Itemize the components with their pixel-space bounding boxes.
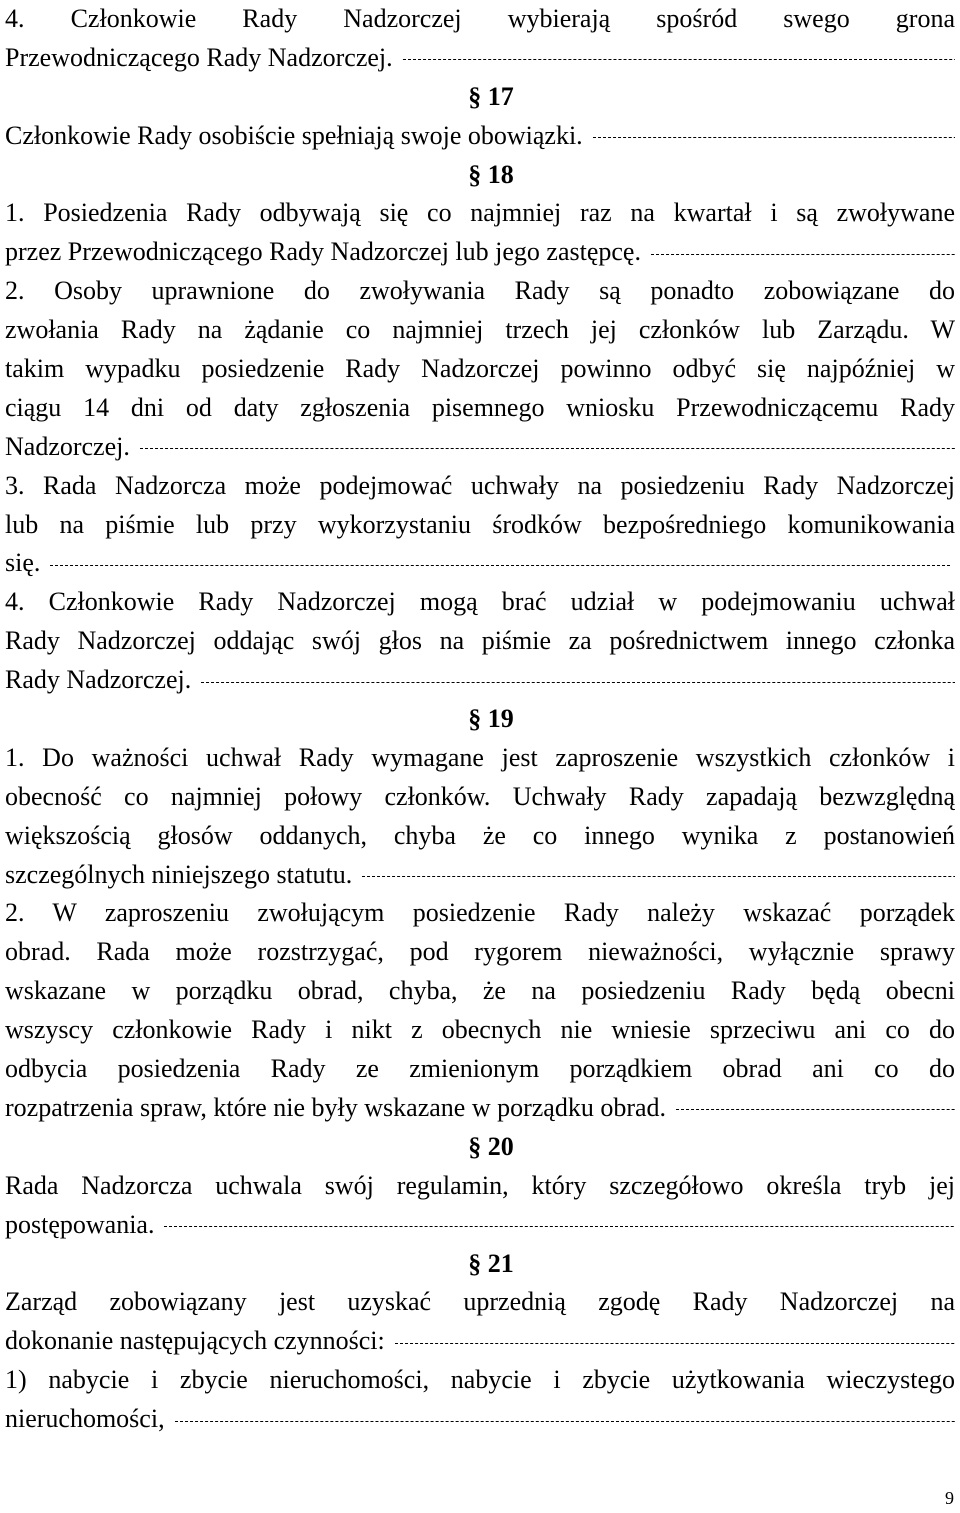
paragraph-line	[5, 1011, 955, 1050]
paragraph-line-text: Rada Nadzorcza uchwala swój regulamin, który szczegółowo określa tryb jej	[5, 1170, 955, 1200]
paragraph-line	[5, 972, 955, 1011]
paragraph-line	[5, 622, 955, 661]
paragraph-line	[5, 817, 955, 856]
paragraph-line-text: Przewodniczącego Rady Nadzorczej.	[5, 42, 393, 72]
section-heading	[5, 700, 955, 739]
paragraph-line	[5, 272, 955, 311]
section-heading-text: § 19	[468, 704, 514, 734]
paragraph-line-with-filler	[5, 428, 955, 467]
section-heading	[5, 78, 955, 117]
paragraph-line-text: Rady Nadzorczej.	[5, 665, 192, 695]
paragraph-line-text: wskazane w porządku obrad, chyba, że na posiedzeniu Rady będą obecni	[5, 976, 955, 1006]
paragraph-line-with-filler	[5, 856, 955, 895]
dash-filler-line	[164, 1226, 955, 1227]
paragraph-line-text: 4. Członkowie Rady Nadzorczej wybierają spośród swego grona	[5, 4, 955, 33]
paragraph-line-text: przez Przewodniczącego Rady Nadzorczej lub jego zastępcę.	[5, 237, 641, 267]
paragraph-line	[5, 1361, 955, 1400]
paragraph-line-text: większością głosów oddanych, chyba że co innego wynika z postanowień	[5, 820, 955, 850]
paragraph-line	[5, 583, 955, 622]
paragraph-line-text: zwołania Rady na żądanie co najmniej trzech jej członków lub Zarządu. W	[5, 315, 955, 345]
paragraph-line-text: 4. Członkowie Rady Nadzorczej mogą brać udział w podejmowaniu uchwał	[5, 587, 955, 617]
paragraph-line	[5, 506, 955, 545]
paragraph-line-text: odbycia posiedzenia Rady ze zmienionym porządkiem obrad ani co do	[5, 1054, 955, 1084]
paragraph-line	[5, 1167, 955, 1206]
paragraph-line-text: obecność co najmniej połowy członków. Uchwały Rady zapadają bezwzględną	[5, 781, 955, 811]
paragraph-line	[5, 894, 955, 933]
paragraph-line-with-filler	[5, 1206, 955, 1245]
dash-filler-line	[395, 1343, 955, 1344]
paragraph-line-text: 1) nabycie i zbycie nieruchomości, nabycie i zbycie użytkowania wieczystego	[5, 1365, 955, 1395]
paragraph-line-with-filler	[5, 39, 955, 78]
paragraph-line-text: obrad. Rada może rozstrzygać, pod rygorem nieważności, wyłącznie sprawy	[5, 937, 955, 967]
paragraph-line-text: dokonanie następujących czynności:	[5, 1326, 385, 1356]
section-heading-text: § 17	[468, 81, 514, 111]
section-heading	[5, 156, 955, 195]
paragraph-line-text: wszyscy członkowie Rady i nikt z obecnych nie wniesie sprzeciwu ani co do	[5, 1015, 955, 1045]
paragraph-line-text: ciągu 14 dni od daty zgłoszenia pisemnego wniosku Przewodniczącemu Rady	[5, 392, 955, 422]
paragraph-line	[5, 194, 955, 233]
dash-filler-line	[140, 448, 955, 449]
paragraph-line-with-filler	[5, 1322, 955, 1361]
paragraph-line	[5, 933, 955, 972]
paragraph-line-text: postępowania.	[5, 1209, 155, 1239]
page-number: 9	[945, 1488, 954, 1508]
paragraph-line-text: się.	[5, 548, 41, 578]
paragraph-line-text: 1. Do ważności uchwał Rady wymagane jest zaproszenie wszystkich członków i	[5, 742, 955, 772]
dash-filler-line	[362, 876, 955, 877]
paragraph-line	[5, 311, 955, 350]
paragraph-line	[5, 350, 955, 389]
paragraph-line-with-filler	[5, 117, 955, 156]
section-heading-text: § 20	[468, 1131, 514, 1161]
paragraph-line-text: lub na piśmie lub przy wykorzystaniu środków bezpośredniego komunikowania	[5, 509, 955, 539]
paragraph-line	[5, 0, 955, 39]
paragraph-line-with-filler	[5, 1400, 955, 1439]
paragraph-line-with-filler	[5, 661, 955, 700]
paragraph-line-text: 2. Osoby uprawnione do zwoływania Rady są ponadto zobowiązane do	[5, 276, 955, 306]
section-heading	[5, 1128, 955, 1167]
document-page	[5, 0, 955, 1439]
dash-filler-line	[651, 254, 955, 255]
dash-filler-line	[676, 1109, 955, 1110]
paragraph-line	[5, 467, 955, 506]
dash-filler-line	[593, 137, 955, 138]
paragraph-line-text: szczególnych niniejszego statutu.	[5, 859, 353, 889]
dash-filler-line	[201, 682, 955, 683]
paragraph-line	[5, 778, 955, 817]
paragraph-line-text: Członkowie Rady osobiście spełniają swoje obowiązki.	[5, 120, 583, 150]
dash-filler-line	[50, 565, 950, 566]
paragraph-line-text: 1. Posiedzenia Rady odbywają się co najmniej raz na kwartał i są zwoływane	[5, 198, 955, 228]
paragraph-line-text: 3. Rada Nadzorcza może podejmować uchwały na posiedzeniu Rady Nadzorczej	[5, 470, 955, 500]
dash-filler-line	[403, 59, 955, 60]
paragraph-line-text: Nadzorczej.	[5, 431, 130, 461]
section-heading	[5, 1245, 955, 1284]
paragraph-line	[5, 739, 955, 778]
dash-filler-line	[175, 1421, 955, 1422]
section-heading-text: § 21	[468, 1248, 514, 1278]
paragraph-line-with-filler	[5, 233, 955, 272]
paragraph-line-text: rozpatrzenia spraw, które nie były wskazane w porządku obrad.	[5, 1092, 667, 1122]
paragraph-line-text: 2. W zaproszeniu zwołującym posiedzenie Rady należy wskazać porządek	[5, 898, 955, 928]
paragraph-line-text: nieruchomości,	[5, 1404, 165, 1434]
paragraph-line	[5, 1283, 955, 1322]
section-heading-text: § 18	[468, 159, 514, 189]
paragraph-line	[5, 389, 955, 428]
paragraph-line-text: Rady Nadzorczej oddając swój głos na piśmie za pośrednictwem innego członka	[5, 626, 955, 656]
paragraph-line-text: Zarząd zobowiązany jest uzyskać uprzednią zgodę Rady Nadzorczej na	[5, 1287, 955, 1317]
paragraph-line-with-filler	[5, 1089, 955, 1128]
paragraph-line	[5, 1050, 955, 1089]
paragraph-line-text: takim wypadku posiedzenie Rady Nadzorczej powinno odbyć się najpóźniej w	[5, 354, 955, 384]
paragraph-line-with-filler	[5, 544, 955, 583]
